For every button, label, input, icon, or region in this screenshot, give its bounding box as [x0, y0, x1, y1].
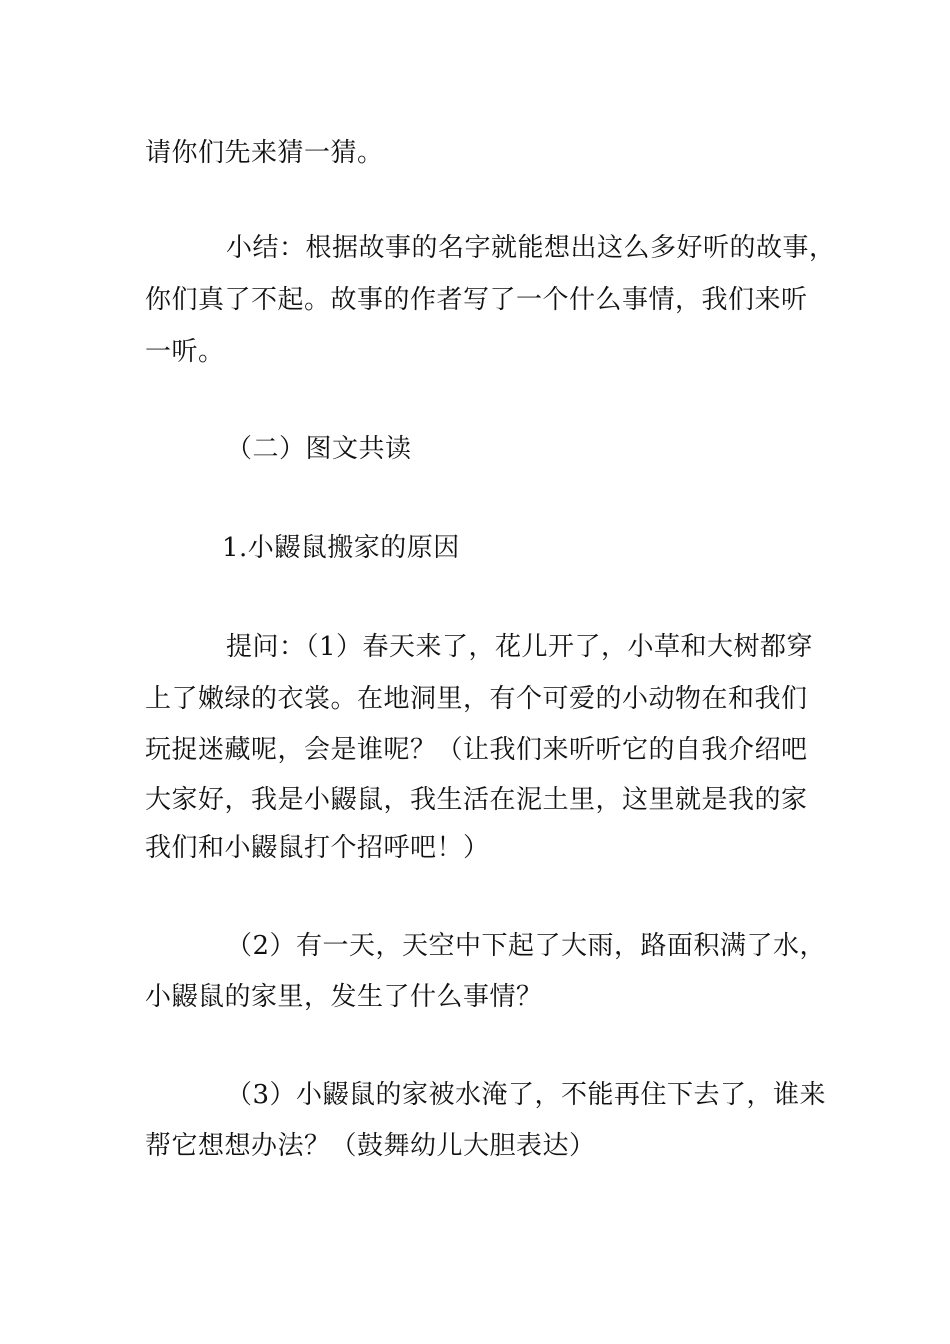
- question-paragraph-line: （2）有一天，天空中下起了大雨，路面积满了水，: [226, 931, 827, 961]
- question-paragraph-line: 小鼹鼠的家里，发生了什么事情？: [145, 982, 543, 1012]
- question-paragraph-line: 大家好，我是小鼹鼠，我生活在泥土里，这里就是我的家: [145, 785, 808, 815]
- summary-paragraph-line: 小结：根据故事的名字就能想出这么多好听的故事，: [226, 233, 836, 263]
- question-paragraph-line: 上了嫩绿的衣裳。在地洞里，有个可爱的小动物在和我们: [145, 684, 808, 714]
- question-paragraph-line: 玩捉迷藏呢，会是谁呢？（让我们来听听它的自我介绍吧: [145, 735, 808, 765]
- question-paragraph-line: 帮它想想办法？（鼓舞幼儿大胆表达）: [145, 1131, 596, 1161]
- sub-heading: 1.小鼹鼠搬家的原因: [222, 533, 460, 563]
- section-heading: （二）图文共读: [226, 434, 412, 464]
- question-paragraph-line: 我们和小鼹鼠打个招呼吧！）: [145, 833, 490, 863]
- paragraph-line: 请你们先来猜一猜。: [145, 138, 384, 168]
- summary-paragraph-line: 你们真了不起。故事的作者写了一个什么事情，我们来听: [145, 285, 808, 315]
- summary-paragraph-line: 一听。: [145, 337, 225, 367]
- question-paragraph-line: 提问：（1）春天来了，花儿开了，小草和大树都穿: [226, 632, 814, 662]
- question-paragraph-line: （3）小鼹鼠的家被水淹了，不能再住下去了，谁来: [226, 1080, 827, 1110]
